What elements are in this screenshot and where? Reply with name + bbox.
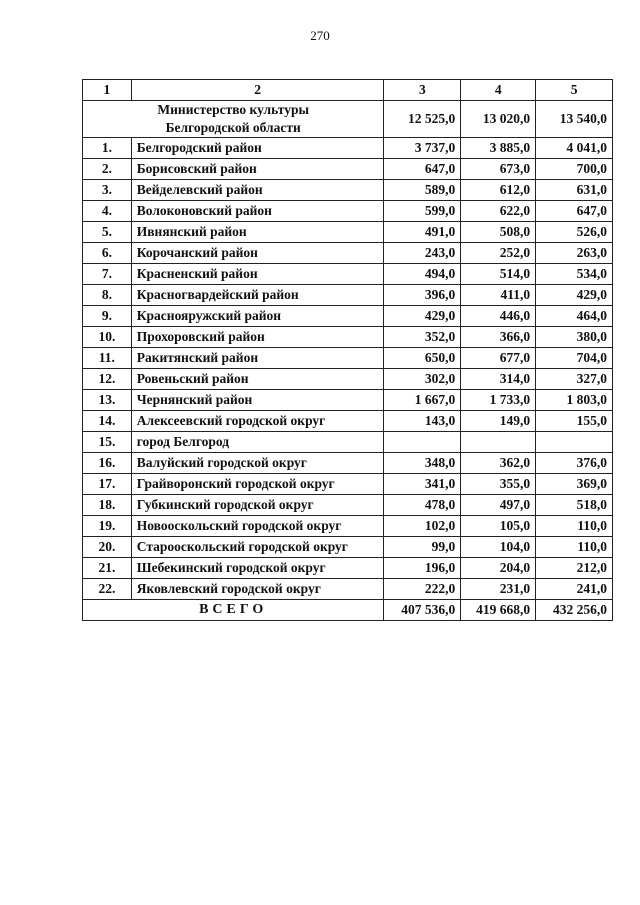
table-row [83, 390, 613, 411]
value-col4 [461, 432, 536, 453]
value-col5: 110,0 [536, 537, 613, 558]
table-row [83, 222, 613, 243]
district-name: Белгородский район [131, 138, 384, 159]
value-col4: 677,0 [461, 348, 536, 369]
value-col3: 243,0 [384, 243, 461, 264]
value-col3: 143,0 [384, 411, 461, 432]
district-name: Корочанский район [131, 243, 384, 264]
value-col5: 429,0 [536, 285, 613, 306]
value-col4: 411,0 [461, 285, 536, 306]
value-col4: 622,0 [461, 201, 536, 222]
district-name: Ивнянский район [131, 222, 384, 243]
table-row [83, 369, 613, 390]
table-row [83, 327, 613, 348]
value-col3: 494,0 [384, 264, 461, 285]
table-row [83, 285, 613, 306]
district-name: Старооскольский городской округ [131, 537, 384, 558]
row-number: 7. [83, 264, 132, 285]
value-col3: 599,0 [384, 201, 461, 222]
district-name: Шебекинский городской округ [131, 558, 384, 579]
value-col5: 704,0 [536, 348, 613, 369]
district-name: Ракитянский район [131, 348, 384, 369]
value-col4: 149,0 [461, 411, 536, 432]
total-value-col5: 432 256,0 [536, 600, 613, 621]
value-col3: 102,0 [384, 516, 461, 537]
value-col4: 446,0 [461, 306, 536, 327]
value-col3: 302,0 [384, 369, 461, 390]
value-col3: 3 737,0 [384, 138, 461, 159]
total-label: ВСЕГО [83, 600, 384, 621]
value-col5: 700,0 [536, 159, 613, 180]
table-row [83, 579, 613, 600]
district-name: Чернянский район [131, 390, 384, 411]
header-col-5: 5 [536, 80, 613, 101]
row-number: 19. [83, 516, 132, 537]
value-col5: 464,0 [536, 306, 613, 327]
table-row [83, 348, 613, 369]
ministry-name [83, 101, 384, 138]
value-col4: 314,0 [461, 369, 536, 390]
value-col5: 534,0 [536, 264, 613, 285]
value-col4: 508,0 [461, 222, 536, 243]
district-name: Краснояружский район [131, 306, 384, 327]
ministry-value-col3: 12 525,0 [384, 101, 461, 138]
value-col4: 362,0 [461, 453, 536, 474]
value-col5: 263,0 [536, 243, 613, 264]
district-name: Красногвардейский район [131, 285, 384, 306]
value-col5: 380,0 [536, 327, 613, 348]
table-row [83, 180, 613, 201]
row-number: 14. [83, 411, 132, 432]
header-col-2: 2 [131, 80, 384, 101]
value-col3: 352,0 [384, 327, 461, 348]
district-name: город Белгород [131, 432, 384, 453]
ministry-name-line2: Белгородской области [165, 120, 301, 135]
total-value-col4: 419 668,0 [461, 600, 536, 621]
value-col5: 526,0 [536, 222, 613, 243]
ministry-value-col5: 13 540,0 [536, 101, 613, 138]
value-col3: 99,0 [384, 537, 461, 558]
budget-table [82, 79, 613, 621]
row-number: 11. [83, 348, 132, 369]
table-row [83, 495, 613, 516]
value-col5: 376,0 [536, 453, 613, 474]
row-number: 1. [83, 138, 132, 159]
row-number: 17. [83, 474, 132, 495]
value-col5: 327,0 [536, 369, 613, 390]
value-col3: 348,0 [384, 453, 461, 474]
ministry-row [83, 101, 613, 138]
value-col3 [384, 432, 461, 453]
value-col4: 105,0 [461, 516, 536, 537]
value-col5: 647,0 [536, 201, 613, 222]
value-col4: 355,0 [461, 474, 536, 495]
value-col4: 231,0 [461, 579, 536, 600]
value-col3: 478,0 [384, 495, 461, 516]
row-number: 4. [83, 201, 132, 222]
row-number: 6. [83, 243, 132, 264]
table-row [83, 453, 613, 474]
table-row [83, 537, 613, 558]
value-col4: 252,0 [461, 243, 536, 264]
district-name: Волоконовский район [131, 201, 384, 222]
page-number: 270 [310, 28, 330, 43]
value-col5: 241,0 [536, 579, 613, 600]
row-number: 13. [83, 390, 132, 411]
value-col4: 514,0 [461, 264, 536, 285]
district-name: Яковлевский городской округ [131, 579, 384, 600]
row-number: 3. [83, 180, 132, 201]
value-col3: 1 667,0 [384, 390, 461, 411]
value-col4: 673,0 [461, 159, 536, 180]
table-row [83, 474, 613, 495]
district-name: Ровеньский район [131, 369, 384, 390]
table-row [83, 138, 613, 159]
value-col5: 212,0 [536, 558, 613, 579]
row-number: 20. [83, 537, 132, 558]
row-number: 5. [83, 222, 132, 243]
ministry-name-line1: Министерство культуры [157, 102, 309, 117]
row-number: 18. [83, 495, 132, 516]
value-col5: 631,0 [536, 180, 613, 201]
row-number: 15. [83, 432, 132, 453]
value-col4: 104,0 [461, 537, 536, 558]
row-number: 9. [83, 306, 132, 327]
value-col3: 589,0 [384, 180, 461, 201]
value-col4: 366,0 [461, 327, 536, 348]
district-name: Губкинский городской округ [131, 495, 384, 516]
table-row [83, 159, 613, 180]
row-number: 2. [83, 159, 132, 180]
table-header-row [83, 80, 613, 101]
district-name: Прохоровский район [131, 327, 384, 348]
value-col5: 1 803,0 [536, 390, 613, 411]
row-number: 21. [83, 558, 132, 579]
value-col5 [536, 432, 613, 453]
row-number: 12. [83, 369, 132, 390]
value-col3: 491,0 [384, 222, 461, 243]
header-col-3: 3 [384, 80, 461, 101]
value-col5: 110,0 [536, 516, 613, 537]
district-name: Борисовский район [131, 159, 384, 180]
table-row [83, 558, 613, 579]
district-name: Новооскольский городской округ [131, 516, 384, 537]
header-col-4: 4 [461, 80, 536, 101]
table-row [83, 432, 613, 453]
table-row [83, 411, 613, 432]
district-name: Грайворонский городской округ [131, 474, 384, 495]
district-name: Вейделевский район [131, 180, 384, 201]
value-col5: 518,0 [536, 495, 613, 516]
value-col3: 396,0 [384, 285, 461, 306]
value-col5: 155,0 [536, 411, 613, 432]
value-col5: 4 041,0 [536, 138, 613, 159]
total-row [83, 600, 613, 621]
table-row [83, 516, 613, 537]
value-col3: 650,0 [384, 348, 461, 369]
table-row [83, 243, 613, 264]
row-number: 16. [83, 453, 132, 474]
ministry-value-col4: 13 020,0 [461, 101, 536, 138]
value-col4: 204,0 [461, 558, 536, 579]
value-col3: 647,0 [384, 159, 461, 180]
row-number: 10. [83, 327, 132, 348]
table-row [83, 306, 613, 327]
district-name: Алексеевский городской округ [131, 411, 384, 432]
row-number: 22. [83, 579, 132, 600]
value-col4: 612,0 [461, 180, 536, 201]
value-col5: 369,0 [536, 474, 613, 495]
value-col4: 1 733,0 [461, 390, 536, 411]
table-row [83, 264, 613, 285]
value-col3: 196,0 [384, 558, 461, 579]
row-number: 8. [83, 285, 132, 306]
district-name: Красненский район [131, 264, 384, 285]
value-col3: 341,0 [384, 474, 461, 495]
value-col3: 429,0 [384, 306, 461, 327]
district-name: Валуйский городской округ [131, 453, 384, 474]
table-row [83, 201, 613, 222]
value-col4: 3 885,0 [461, 138, 536, 159]
total-value-col3: 407 536,0 [384, 600, 461, 621]
header-col-1: 1 [83, 80, 132, 101]
value-col3: 222,0 [384, 579, 461, 600]
value-col4: 497,0 [461, 495, 536, 516]
